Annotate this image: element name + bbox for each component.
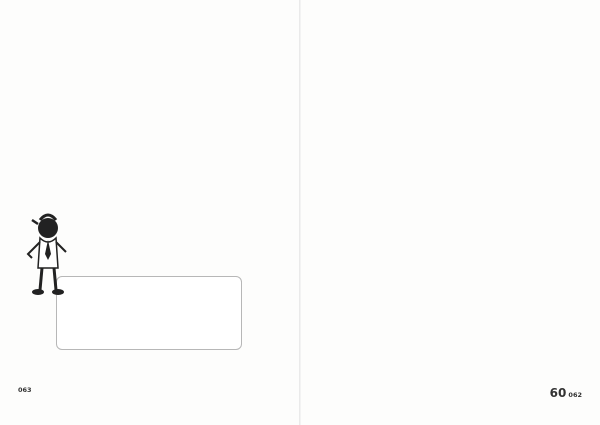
book-title-number: 60 — [549, 386, 567, 400]
right-page-footer — [422, 386, 582, 400]
page-number: 063 — [18, 386, 32, 394]
page-number: 062 — [568, 391, 582, 399]
book-gutter — [299, 0, 301, 425]
left-page-footer — [18, 386, 158, 395]
callout-box — [56, 276, 242, 350]
cartoon-figure-icon — [18, 210, 78, 300]
right-page-body — [318, 34, 563, 367]
